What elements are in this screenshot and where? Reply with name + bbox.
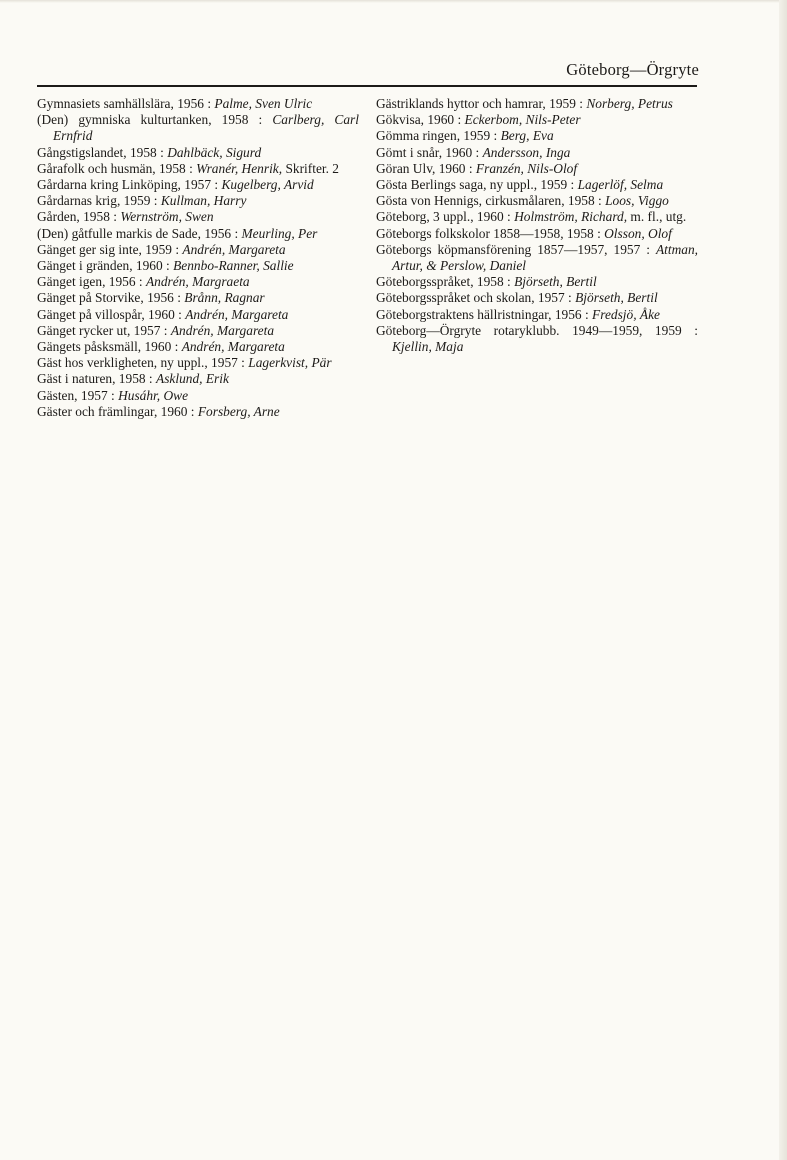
running-head: Göteborg—Örgryte [566, 60, 699, 79]
entry-title: Gänget rycker ut, 1957 : [37, 322, 171, 338]
index-entry [376, 290, 698, 306]
entry-title: Göteborg—Örgryte rotaryklubb. 1949—1959, 1959 : [376, 322, 698, 338]
index-entry [37, 258, 359, 274]
left-column [37, 96, 359, 420]
index-entry [37, 96, 359, 112]
entry-title: Gänget i gränden, 1960 : [37, 258, 174, 274]
entry-title: Göran Ulv, 1960 : [376, 160, 476, 176]
entry-title: (Den) gåtfulle markis de Sade, 1956 : [37, 225, 242, 241]
entry-author: Andrén, Margareta [182, 241, 286, 257]
entry-title: Gården, 1958 : [37, 209, 121, 225]
entry-title: Gästriklands hyttor och hamrar, 1959 : [376, 96, 587, 111]
entry-author: Franzén, Nils-Olof [475, 160, 578, 176]
index-entry [376, 274, 698, 290]
index-entry [376, 209, 698, 225]
index-entry [37, 404, 359, 420]
entry-title: Gäster och främlingar, 1960 : [37, 403, 198, 419]
entry-author: Loos, Viggo [605, 193, 669, 209]
entry-title: Gömt i snår, 1960 : [376, 144, 483, 160]
entry-title: Gästen, 1957 : [37, 387, 119, 403]
entry-author: Andersson, Inga [482, 144, 571, 160]
index-entry [37, 290, 359, 306]
index-entry [37, 355, 359, 371]
index-entry [376, 112, 698, 128]
entry-author: Andrén, Margareta [181, 339, 285, 355]
entry-title: Gårafolk och husmän, 1958 : [37, 160, 197, 176]
entry-author: Andrén, Margraeta [145, 274, 250, 290]
entry-title: Göteborgsspråket, 1958 : [376, 274, 515, 290]
entry-title: Gänget igen, 1956 : [37, 274, 146, 290]
entry-author: Björseth, Bertil [514, 274, 597, 290]
index-entry [376, 161, 698, 177]
index-entry [37, 323, 359, 339]
index-entry [376, 96, 698, 112]
entry-author: Andrén, Margareta [185, 306, 289, 322]
entry-author: Kugelberg, Arvid [221, 177, 314, 193]
entry-author: Attman, Artur, & Perslow, Daniel [392, 241, 698, 274]
index-entry [37, 242, 359, 258]
entry-author: Meurling, Per [241, 225, 318, 241]
right-column [376, 96, 698, 355]
entry-title: Gömma ringen, 1959 : [376, 128, 501, 144]
entry-author: Eckerbom, Nils-Peter [464, 112, 581, 128]
index-entry [37, 388, 359, 404]
entry-author: Norberg, Petrus [586, 96, 673, 111]
entry-title: Göteborgs folkskolor 1858—1958, 1958 : [376, 225, 605, 241]
index-entry [376, 145, 698, 161]
index-entry [37, 112, 359, 144]
entry-title: Gösta Berlings saga, ny uppl., 1959 : [376, 177, 578, 193]
index-entry [37, 226, 359, 242]
entry-author: Lagerkvist, Pär [248, 355, 332, 371]
entry-author: Berg, Eva [500, 128, 554, 144]
entry-author: Björseth, Bertil [575, 290, 658, 306]
entry-author: Asklund, Erik [156, 371, 229, 387]
entry-author: Kjellin, Maja [392, 339, 464, 355]
header-rule [37, 85, 697, 87]
entry-title: Gymnasiets samhällslära, 1956 : [37, 96, 215, 111]
entry-author: Olsson, Olof [604, 225, 672, 241]
entry-title: Göteborgs köpmansförening 1857—1957, 1957 : [376, 241, 656, 257]
entry-title: Gäst i naturen, 1958 : [37, 371, 157, 387]
index-entry [376, 177, 698, 193]
entry-author: Brånn, Ragnar [184, 290, 265, 306]
entry-note: Skrifter. 2 [282, 160, 339, 176]
index-entry [37, 193, 359, 209]
entry-title: Gänget på villospår, 1960 : [37, 306, 186, 322]
entry-author: Holmström, Richard, [514, 209, 628, 225]
entry-author: Husáhr, Owe [118, 387, 189, 403]
entry-title: Göteborgsspråket och skolan, 1957 : [376, 290, 576, 306]
page-right-edge [779, 0, 787, 1160]
entry-title: Göteborgstraktens hällristningar, 1956 : [376, 306, 593, 322]
entry-title: Gänget på Storvike, 1956 : [37, 290, 185, 306]
index-entry [376, 307, 698, 323]
entry-title: Gångstigslandet, 1958 : [37, 144, 168, 160]
entry-title: Gökvisa, 1960 : [376, 112, 465, 128]
entry-title: Gösta von Hennigs, cirkusmålaren, 1958 : [376, 193, 606, 209]
page-top-edge [0, 0, 787, 3]
index-entry [37, 274, 359, 290]
index-entry [37, 209, 359, 225]
entry-author: Dahlbäck, Sigurd [167, 144, 262, 160]
entry-author: Palme, Sven Ulric [214, 96, 313, 111]
index-entry [376, 128, 698, 144]
entry-author: Carlberg, Carl Ernfrid [53, 112, 359, 144]
index-entry [37, 307, 359, 323]
entry-author: Bennbo-Ranner, Sallie [173, 258, 294, 274]
entry-title: Gårdarnas krig, 1959 : [37, 193, 161, 209]
entry-title: Göteborg, 3 uppl., 1960 : [376, 209, 515, 225]
index-entry [37, 161, 359, 177]
entry-author: Wernström, Swen [120, 209, 214, 225]
index-entry [376, 193, 698, 209]
entry-title: Gängets påsksmäll, 1960 : [37, 339, 182, 355]
index-entry [376, 242, 698, 274]
index-entry [37, 371, 359, 387]
entry-author: Andrén, Margareta [170, 322, 275, 338]
entry-author: Forsberg, Arne [197, 403, 280, 419]
entry-title: (Den) gymniska kulturtanken, 1958 : [37, 112, 273, 128]
index-entry [376, 323, 698, 355]
index-entry [37, 145, 359, 161]
index-entry [37, 177, 359, 193]
entry-title: Gänget ger sig inte, 1959 : [37, 241, 183, 257]
entry-author: Fredsjö, Åke [592, 306, 660, 322]
entry-title: Gårdarna kring Linköping, 1957 : [37, 177, 222, 193]
entry-author: Kullman, Harry [160, 193, 247, 209]
entry-title: Gäst hos verkligheten, ny uppl., 1957 : [37, 355, 249, 371]
index-entry [37, 339, 359, 355]
entry-author: Wranér, Henrik, [196, 160, 283, 176]
entry-author: Lagerlöf, Selma [577, 177, 664, 193]
entry-note: m. fl., utg. [627, 209, 687, 225]
index-entry [376, 226, 698, 242]
